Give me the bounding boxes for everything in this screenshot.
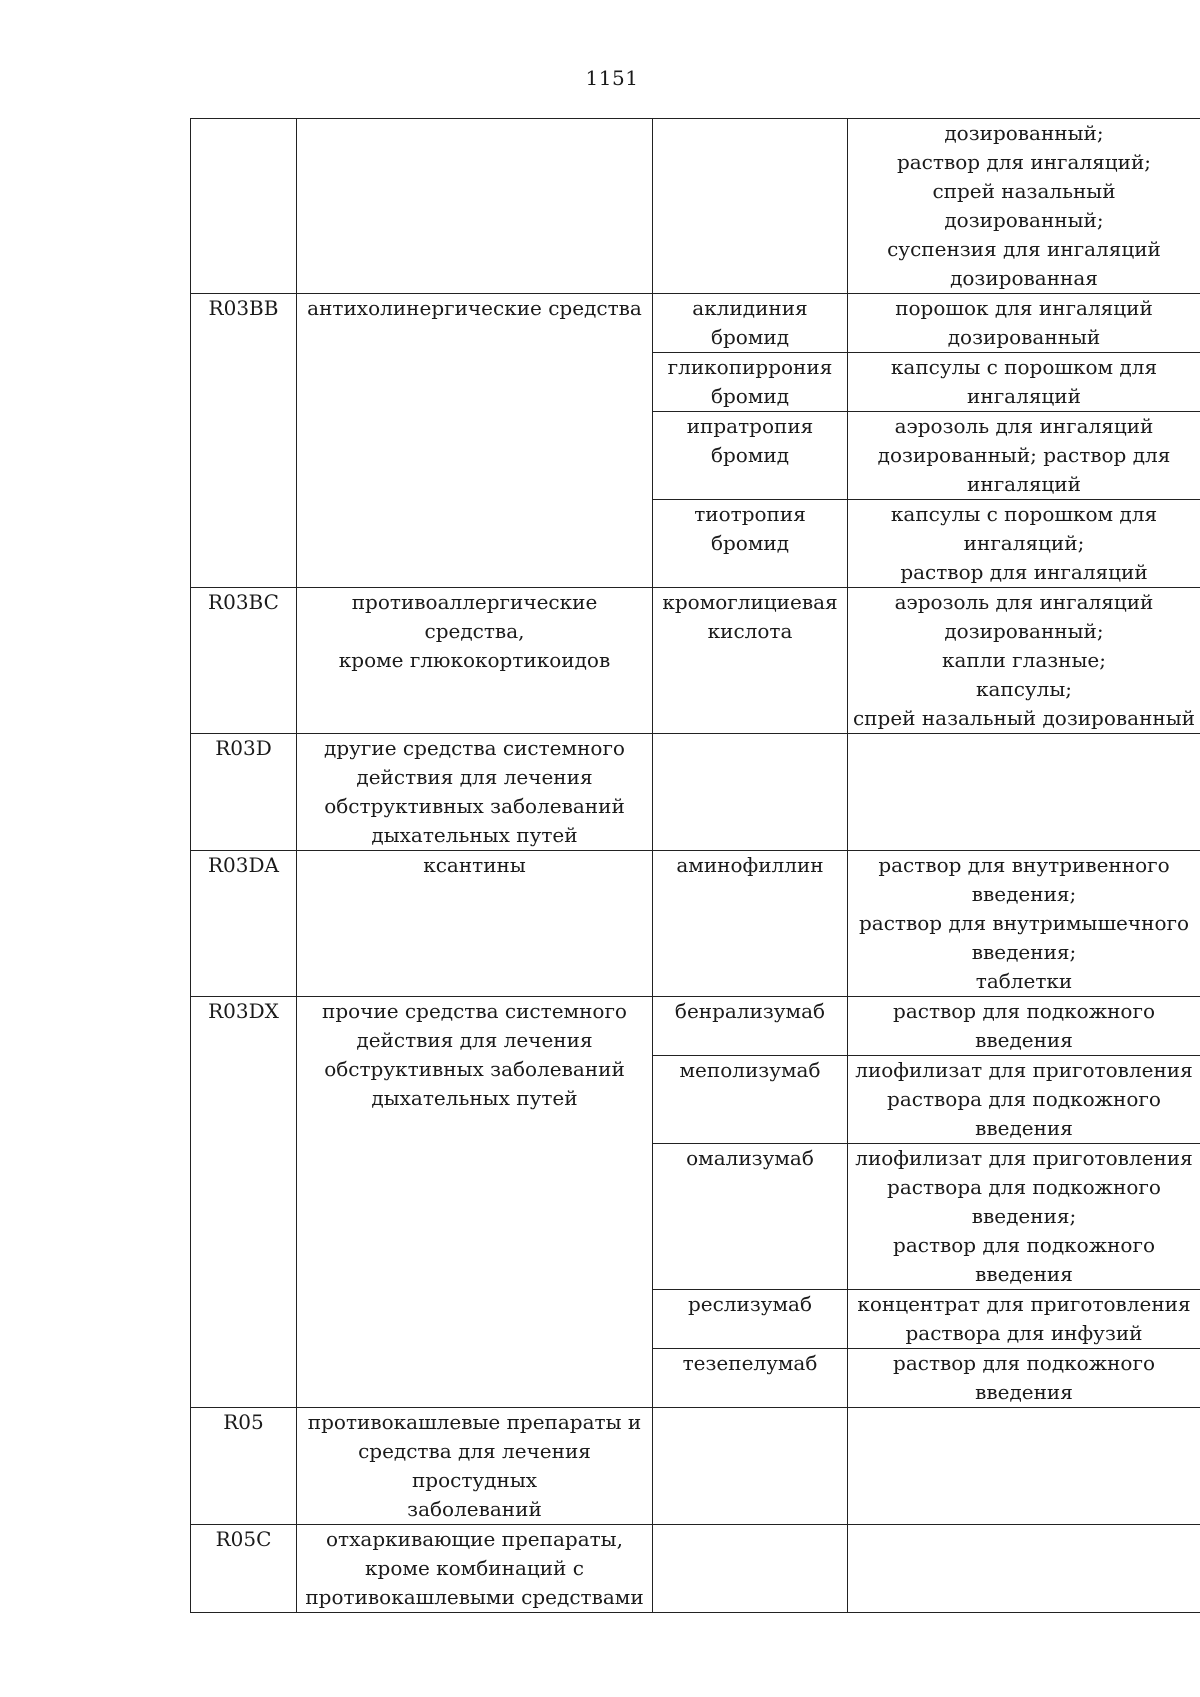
- inn-cell: кромоглициевая кислота: [653, 588, 848, 734]
- dosage-form-cell: аэрозоль для ингаляций дозированный; раствор для ингаляций: [848, 412, 1200, 500]
- dosage-form-cell: капсулы с порошком для ингаляций: [848, 353, 1200, 412]
- dosage-form-cell: [848, 1408, 1200, 1525]
- dosage-form-cell: раствор для внутривенного введения; раствор для внутримышечного введения; таблетки: [848, 851, 1200, 997]
- table-row: [191, 734, 1200, 851]
- atc-code-cell: R03D: [191, 734, 297, 851]
- dosage-form-cell: капсулы с порошком для ингаляций; раствор для ингаляций: [848, 500, 1200, 588]
- inn-cell: [653, 119, 848, 294]
- atc-code-cell: R05C: [191, 1525, 297, 1613]
- table-row: [191, 1408, 1200, 1525]
- group-name-cell: противоаллергические средства, кроме глюкокортикоидов: [297, 588, 653, 734]
- inn-cell: ипратропия бромид: [653, 412, 848, 500]
- group-name-cell: отхаркивающие препараты, кроме комбинаций с противокашлевыми средствами: [297, 1525, 653, 1613]
- dosage-form-cell: раствор для подкожного введения: [848, 1349, 1200, 1408]
- page-number: 1151: [585, 66, 639, 90]
- atc-code-cell: R03DX: [191, 997, 297, 1408]
- dosage-form-cell: дозированный; раствор для ингаляций; спрей назальный дозированный; суспензия для ингаляций дозированная: [848, 119, 1200, 294]
- table-row: [191, 294, 1200, 353]
- atc-code-cell: R05: [191, 1408, 297, 1525]
- inn-cell: [653, 734, 848, 851]
- inn-cell: бенрализумаб: [653, 997, 848, 1056]
- table-row: [191, 588, 1200, 734]
- group-name-cell: другие средства системного действия для лечения обструктивных заболеваний дыхательных путей: [297, 734, 653, 851]
- dosage-form-cell: концентрат для приготовления раствора для инфузий: [848, 1290, 1200, 1349]
- group-name-cell: противокашлевые препараты и средства для лечения простудных заболеваний: [297, 1408, 653, 1525]
- inn-cell: омализумаб: [653, 1144, 848, 1290]
- atc-code-cell: R03BC: [191, 588, 297, 734]
- inn-cell: [653, 1408, 848, 1525]
- dosage-form-cell: порошок для ингаляций дозированный: [848, 294, 1200, 353]
- table-row: [191, 119, 1200, 294]
- atc-code-cell: [191, 119, 297, 294]
- inn-cell: аминофиллин: [653, 851, 848, 997]
- dosage-form-cell: [848, 1525, 1200, 1613]
- inn-cell: тиотропия бромид: [653, 500, 848, 588]
- atc-code-cell: R03DA: [191, 851, 297, 997]
- table-row: [191, 851, 1200, 997]
- group-name-cell: ксантины: [297, 851, 653, 997]
- inn-cell: [653, 1525, 848, 1613]
- dosage-form-cell: лиофилизат для приготовления раствора для подкожного введения; раствор для подкожного введения: [848, 1144, 1200, 1290]
- drug-classification-table: [190, 118, 1200, 1613]
- dosage-form-cell: аэрозоль для ингаляций дозированный; капли глазные; капсулы; спрей назальный дозированный: [848, 588, 1200, 734]
- group-name-cell: прочие средства системного действия для лечения обструктивных заболеваний дыхательных путей: [297, 997, 653, 1408]
- dosage-form-cell: лиофилизат для приготовления раствора для подкожного введения: [848, 1056, 1200, 1144]
- inn-cell: гликопиррония бромид: [653, 353, 848, 412]
- inn-cell: реслизумаб: [653, 1290, 848, 1349]
- table-row: [191, 997, 1200, 1056]
- inn-cell: аклидиния бромид: [653, 294, 848, 353]
- dosage-form-cell: [848, 734, 1200, 851]
- group-name-cell: [297, 119, 653, 294]
- table-row: [191, 1525, 1200, 1613]
- dosage-form-cell: раствор для подкожного введения: [848, 997, 1200, 1056]
- atc-code-cell: R03BB: [191, 294, 297, 588]
- group-name-cell: антихолинергические средства: [297, 294, 653, 588]
- inn-cell: меполизумаб: [653, 1056, 848, 1144]
- inn-cell: тезепелумаб: [653, 1349, 848, 1408]
